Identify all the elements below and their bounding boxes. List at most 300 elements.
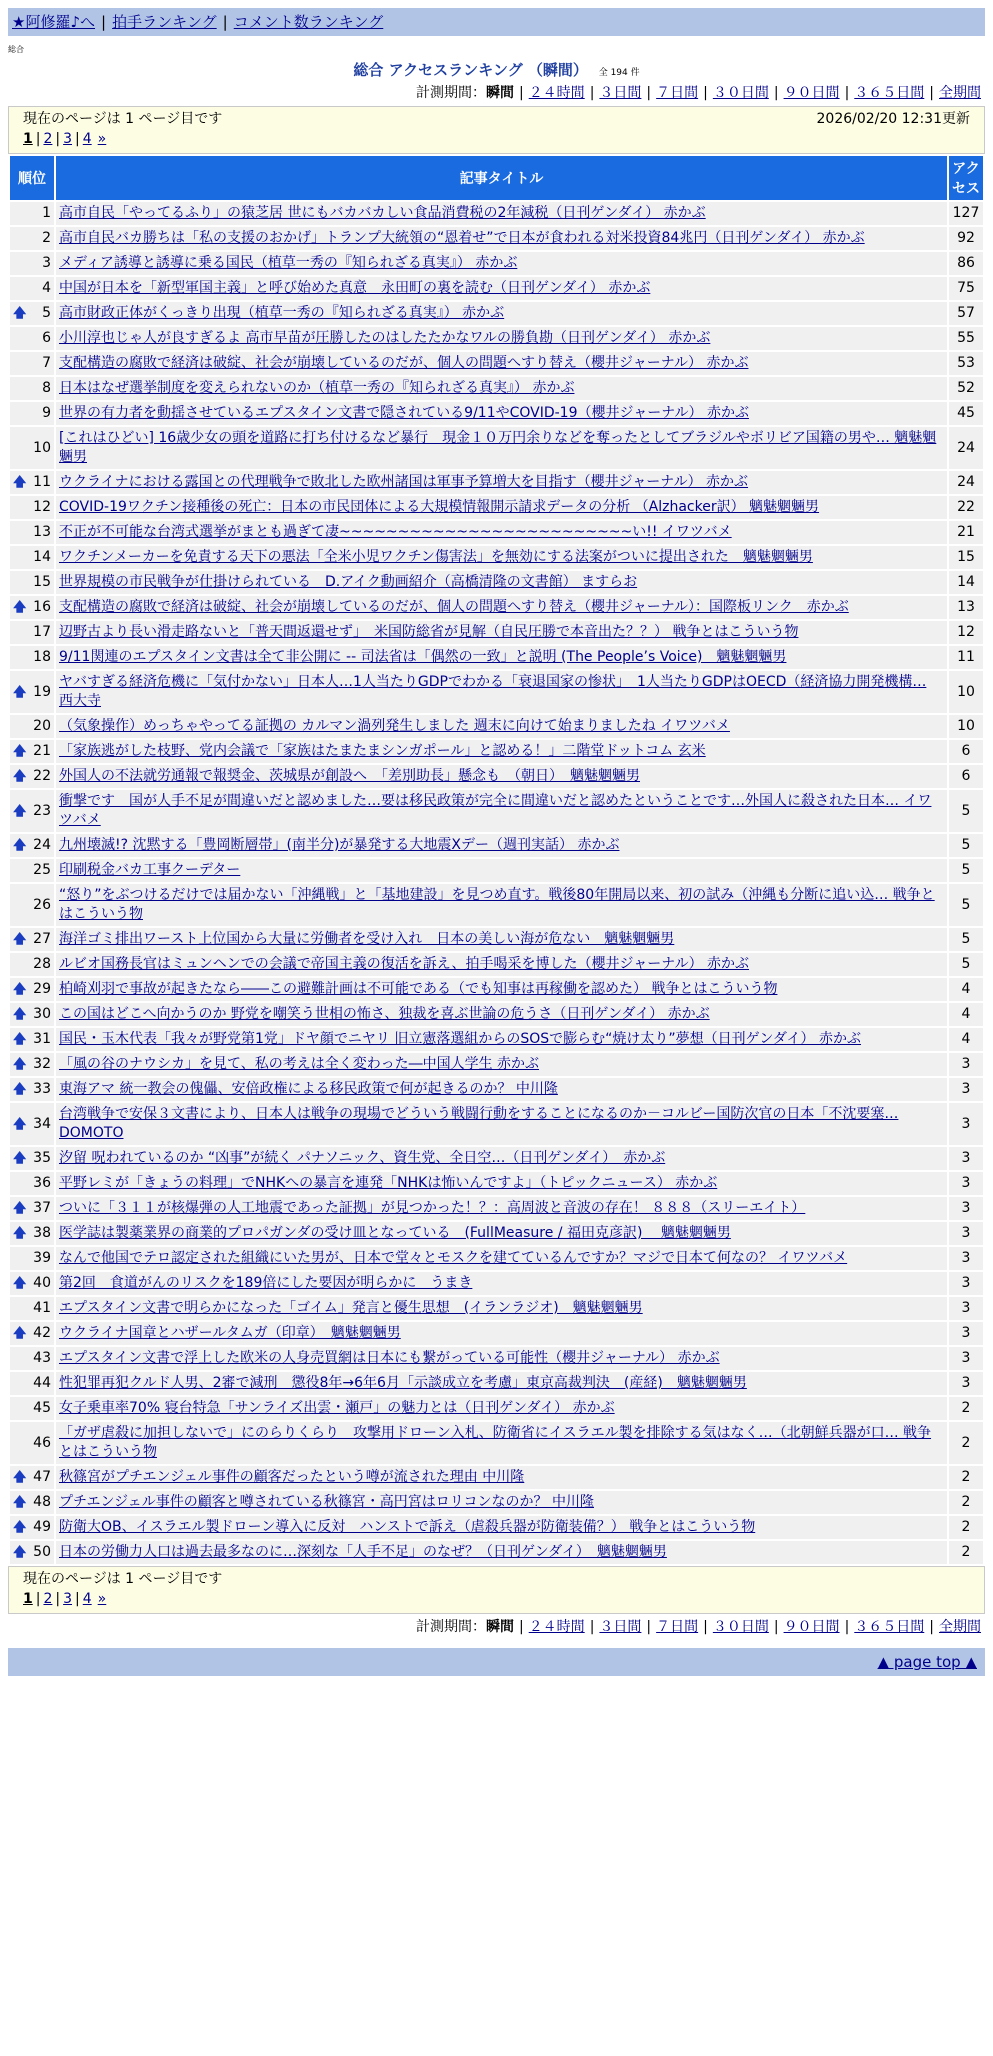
rank-cell xyxy=(10,1172,54,1195)
title-cell xyxy=(56,1003,947,1026)
article-link[interactable]: （気象操作）めっちゃやってる証拠の カルマン渦列発生しました 週末に向けて始まりましたね イワツバメ xyxy=(59,718,730,734)
up-arrow-icon: 🡅 xyxy=(13,684,27,700)
rank-cell xyxy=(10,352,54,375)
rank-number: 30 xyxy=(33,1006,51,1022)
rank-number: 19 xyxy=(33,683,51,700)
article-link[interactable]: 柏崎刈羽で事故が起きたなら――この避難計画は不可能である（でも知事は再稼働を認めた） 戦争とはこういう物 xyxy=(59,981,778,997)
table-row xyxy=(10,715,983,738)
period-separator: | xyxy=(703,85,708,101)
up-arrow-icon: 🡅 xyxy=(13,744,27,759)
period-link[interactable]: ７日間 xyxy=(656,85,699,101)
title-cell xyxy=(56,834,947,857)
title-cell xyxy=(56,546,947,569)
period-current: 瞬間 xyxy=(485,85,514,101)
title-cell xyxy=(56,1028,947,1051)
period-link[interactable]: 全期間 xyxy=(939,1619,981,1635)
rank-cell xyxy=(10,1197,54,1220)
access-count: 10 xyxy=(949,671,983,713)
title-cell xyxy=(56,1322,947,1345)
title-cell xyxy=(56,1272,947,1295)
rank-number: 17 xyxy=(33,624,51,640)
table-row xyxy=(10,252,983,275)
title-cell xyxy=(56,327,947,350)
article-link[interactable]: 高市財政正体がくっきり出現（植草一秀の『知られざる真実』） 赤かぶ xyxy=(59,305,505,321)
nav-separator: | xyxy=(222,13,228,31)
up-arrow-icon: 🡅 xyxy=(13,1495,27,1510)
up-arrow-icon: 🡅 xyxy=(13,982,27,997)
page-link[interactable]: 3 xyxy=(63,131,73,147)
period-link[interactable]: ９０日間 xyxy=(783,85,840,101)
up-arrow-icon: 🡅 xyxy=(13,600,27,615)
article-link[interactable]: ついに「３１１が核爆弾の人工地震であった証拠」が見つかった！？：高周波と音波の存在！ ８８８（スリーエイト） xyxy=(59,1200,806,1216)
table-row xyxy=(10,377,983,400)
total-count: 全 194 件 xyxy=(598,68,640,78)
access-count: 5 xyxy=(949,884,983,926)
period-separator: | xyxy=(518,85,524,101)
next-page-link[interactable]: » xyxy=(97,1591,107,1607)
up-arrow-icon: 🡅 xyxy=(13,1226,27,1241)
title-cell xyxy=(56,1053,947,1076)
up-arrow-icon: 🡅 xyxy=(13,1082,27,1097)
table-row xyxy=(10,1247,983,1270)
rank-cell xyxy=(10,327,54,350)
period-link[interactable]: ３日間 xyxy=(599,1619,642,1635)
rank-number: 33 xyxy=(33,1081,51,1097)
rank-number: 37 xyxy=(33,1200,51,1216)
access-count: 13 xyxy=(949,596,983,619)
access-count: 55 xyxy=(949,327,983,350)
rank-number: 40 xyxy=(33,1275,51,1291)
page-separator: | xyxy=(55,1591,61,1607)
table-row xyxy=(10,1372,983,1395)
page-title-row xyxy=(8,59,985,80)
pager-bottom xyxy=(8,1566,985,1614)
page-link[interactable]: 3 xyxy=(63,1591,73,1607)
title-cell xyxy=(56,427,947,469)
page-separator: | xyxy=(35,1591,41,1607)
rank-cell xyxy=(10,859,54,882)
table-row xyxy=(10,928,983,951)
table-row xyxy=(10,327,983,350)
rank-cell xyxy=(10,1541,54,1564)
title-cell xyxy=(56,471,947,494)
page-title: 総合 アクセスランキング （瞬間） xyxy=(353,61,588,79)
rank-number: 34 xyxy=(33,1115,51,1132)
article-link[interactable]: 支配構造の腐敗で経済は破綻、社会が崩壊しているのだが、個人の問題へすり替え（櫻井ジャーナル） 赤かぶ xyxy=(59,355,749,371)
article-link[interactable]: [これはひどい] 16歳少女の頭を道路に打ち付けるなど暴行 現金１０万円余りなどを奪ったとしてブラジルやボリビア国籍の男や… 魑魅魍魎男 xyxy=(59,430,937,465)
title-cell xyxy=(56,1103,947,1145)
period-nav-bottom xyxy=(8,1618,985,1636)
period-separator: | xyxy=(589,85,595,101)
rank-number: 36 xyxy=(33,1175,51,1191)
table-row xyxy=(10,1322,983,1345)
access-count: 3 xyxy=(949,1372,983,1395)
table-row xyxy=(10,546,983,569)
up-arrow-icon: 🡅 xyxy=(13,1520,27,1535)
rank-cell xyxy=(10,928,54,951)
section-label: 総合 xyxy=(8,45,24,54)
article-link[interactable]: 「風の谷のナウシカ」を見て、私の考えは全く変わった―中国人学生 赤かぶ xyxy=(59,1056,540,1072)
rank-cell xyxy=(10,790,54,832)
article-link[interactable]: 台湾戦争で安保３文書により、日本人は戦争の現場でどういう戦闘行動をすることになるのか－コルビー国防次官の日本「不沈要塞… DOMOTO xyxy=(59,1106,899,1141)
access-count: 45 xyxy=(949,402,983,425)
rank-number: 10 xyxy=(33,439,51,456)
table-row xyxy=(10,1541,983,1564)
table-row xyxy=(10,1422,983,1464)
up-arrow-icon: 🡅 xyxy=(13,1007,27,1022)
period-label: 計測期間： xyxy=(415,85,486,101)
up-arrow-icon: 🡅 xyxy=(13,1276,27,1291)
rank-number: 16 xyxy=(33,599,51,615)
article-link[interactable]: 九州壊滅!? 沈黙する「豊岡断層帯」(南半分)が暴発する大地震Xデー（週刊実話） 赤かぶ xyxy=(59,837,620,853)
access-count: 5 xyxy=(949,953,983,976)
article-link[interactable]: 衝撃です 国が人手不足が間違いだと認めました…要は移民政策が完全に間違いだと認めたということです…外国人に殺された日本… イワツバメ xyxy=(59,793,932,828)
page-link[interactable]: 2 xyxy=(43,131,53,147)
table-row xyxy=(10,1491,983,1514)
title-cell xyxy=(56,671,947,713)
article-link[interactable]: COVID-19ワクチン接種後の死亡：日本の市民団体による大規模情報開示請求データの分析 （Alzhacker訳） 魑魅魍魎男 xyxy=(59,499,820,515)
table-row xyxy=(10,227,983,250)
page-separator: | xyxy=(75,1591,80,1607)
article-link[interactable]: 「ガザ虐殺に加担しないで」にのらりくらり 攻撃用ドローン入札、防衛省にイスラエル製を排除する気はなく…（北朝鮮兵器が口… 戦争とはこういう物 xyxy=(59,1425,932,1460)
rank-number: 9 xyxy=(42,405,51,421)
article-link[interactable]: 秋篠宮がプチエンジェル事件の顧客だったという噂が流された理由 中川隆 xyxy=(59,1469,525,1485)
article-link[interactable]: 防衛大OB、イスラエル製ドローン導入に反対 ハンストで訴え（虐殺兵器が防衛装備？） 戦争とはこういう物 xyxy=(59,1519,756,1535)
table-row xyxy=(10,1078,983,1101)
period-separator: | xyxy=(773,85,779,101)
title-cell xyxy=(56,496,947,519)
title-cell xyxy=(56,202,947,225)
article-link[interactable]: 印刷税金バカ工事クーデター xyxy=(59,862,241,878)
access-count: 24 xyxy=(949,471,983,494)
comment-ranking-link[interactable]: コメント数ランキング xyxy=(233,13,384,31)
table-row xyxy=(10,277,983,300)
period-link[interactable]: ７日間 xyxy=(656,1619,699,1635)
title-cell xyxy=(56,1247,947,1270)
article-link[interactable]: 性犯罪再犯クルド人男、2審で減刑 懲役8年→6年6月「示談成立を考慮」東京高裁判決 (産経) 魑魅魍魎男 xyxy=(59,1375,747,1391)
period-link[interactable]: 全期間 xyxy=(939,85,981,101)
up-arrow-icon: 🡅 xyxy=(13,838,27,853)
rank-cell xyxy=(10,252,54,275)
article-link[interactable]: 日本はなぜ選挙制度を変えられないのか（植草一秀の『知られざる真実』） 赤かぶ xyxy=(59,380,575,396)
period-separator: | xyxy=(844,1619,850,1635)
ranking-table-body xyxy=(10,202,983,1564)
article-link[interactable]: 汐留 呪われているのか “凶事”が続く パナソニック、資生党、全日空…（日刊ゲンダイ） 赤かぶ xyxy=(59,1150,666,1166)
table-row xyxy=(10,1147,983,1170)
article-link[interactable]: 日本の労働力人口は過去最多なのに…深刻な「人手不足」のなぜ？（日刊ゲンダイ） 魑魅魍魎男 xyxy=(59,1544,667,1560)
access-count: 2 xyxy=(949,1541,983,1564)
table-row xyxy=(10,1222,983,1245)
rank-cell xyxy=(10,202,54,225)
table-row xyxy=(10,571,983,594)
period-link[interactable]: ３６５日間 xyxy=(854,1619,925,1635)
rank-cell xyxy=(10,471,54,494)
up-arrow-icon: 🡅 xyxy=(13,1116,27,1132)
article-link[interactable]: メディア誘導と誘導に乗る国民（植草一秀の『知られざる真実』） 赤かぶ xyxy=(59,255,518,271)
title-cell xyxy=(56,1078,947,1101)
period-link[interactable]: ３日間 xyxy=(599,85,642,101)
table-row xyxy=(10,859,983,882)
rank-number: 35 xyxy=(33,1150,51,1166)
title-cell xyxy=(56,1466,947,1489)
up-arrow-icon: 🡅 xyxy=(13,769,27,784)
title-cell xyxy=(56,1491,947,1514)
period-link[interactable]: ９０日間 xyxy=(783,1619,840,1635)
next-page-link[interactable]: » xyxy=(97,131,107,147)
period-separator: | xyxy=(646,85,652,101)
article-link[interactable]: “怒り”をぶつけるだけでは届かない「沖縄戦」と「基地建設」を見つめ直す。戦後80年開局以来、初の試み（沖縄も分断に追い込… 戦争とはこういう物 xyxy=(59,887,935,922)
access-count: 3 xyxy=(949,1103,983,1145)
article-link[interactable]: ワクチンメーカーを免責する天下の悪法「全米小児ワクチン傷害法」を無効にする法案がついに提出された 魑魅魍魎男 xyxy=(59,549,813,565)
rank-number: 1 xyxy=(42,205,51,221)
access-count: 6 xyxy=(949,740,983,763)
table-row xyxy=(10,471,983,494)
period-nav-top xyxy=(8,84,985,102)
article-link[interactable]: 医学誌は製薬業界の商業的プロパガンダの受け皿となっている (FullMeasure / 福田克彦訳) 魑魅魍魎男 xyxy=(59,1225,731,1241)
rank-number: 22 xyxy=(33,768,51,784)
access-count: 3 xyxy=(949,1247,983,1270)
rank-number: 13 xyxy=(33,524,51,540)
table-row xyxy=(10,1028,983,1051)
access-count: 75 xyxy=(949,277,983,300)
access-count: 5 xyxy=(949,834,983,857)
rank-cell xyxy=(10,546,54,569)
page-link[interactable]: 4 xyxy=(82,131,92,147)
rank-number: 31 xyxy=(33,1031,51,1047)
table-row xyxy=(10,671,983,713)
access-count: 3 xyxy=(949,1197,983,1220)
access-count: 3 xyxy=(949,1172,983,1195)
table-row xyxy=(10,765,983,788)
period-separator: | xyxy=(929,1619,934,1635)
period-link[interactable]: ３０日間 xyxy=(712,85,769,101)
access-count: 15 xyxy=(949,546,983,569)
rank-cell xyxy=(10,1247,54,1270)
rank-cell xyxy=(10,621,54,644)
table-row xyxy=(10,427,983,469)
period-link[interactable]: ２４時間 xyxy=(528,85,585,101)
article-link[interactable]: なんで他国でテロ認定された組織にいた男が、日本で堂々とモスクを建てているんですか？マジで日本て何なの？ イワツバメ xyxy=(59,1250,848,1266)
page-link[interactable]: 2 xyxy=(43,1591,53,1607)
rank-number: 25 xyxy=(33,862,51,878)
table-row xyxy=(10,834,983,857)
title-cell xyxy=(56,1222,947,1245)
article-link[interactable]: 小川淳也じゃ人が良すぎるよ 高市早苗が圧勝したのはしたたかなワルの勝負勘（日刊ゲンダイ） 赤かぶ xyxy=(59,330,711,346)
article-link[interactable]: 世界の有力者を動揺させているエプスタイン文書で隠されている9/11やCOVID-19（櫻井ジャーナル） 赤かぶ xyxy=(59,405,749,421)
footer-bar xyxy=(8,1648,985,1676)
table-row xyxy=(10,1347,983,1370)
period-link[interactable]: ３６５日間 xyxy=(854,85,925,101)
table-row xyxy=(10,1172,983,1195)
title-cell xyxy=(56,227,947,250)
rank-cell xyxy=(10,1516,54,1539)
rank-number: 23 xyxy=(33,802,51,819)
table-row xyxy=(10,352,983,375)
rank-number: 47 xyxy=(33,1469,51,1485)
title-cell xyxy=(56,571,947,594)
table-row xyxy=(10,1397,983,1420)
access-count: 2 xyxy=(949,1466,983,1489)
rank-cell xyxy=(10,953,54,976)
rank-cell xyxy=(10,571,54,594)
rank-number: 11 xyxy=(33,474,51,490)
rank-cell xyxy=(10,1053,54,1076)
article-link[interactable]: 辺野古より長い滑走路ないと「普天間返還せず」 米国防総省が見解（自民圧勝で本音出た？？） 戦争とはこういう物 xyxy=(59,624,799,640)
article-link[interactable]: 高市自民バカ勝ちは「私の支援のおかげ」トランプ大統領の“恩着せ”で日本が食われる対米投資84兆円（日刊ゲンダイ） 赤かぶ xyxy=(59,230,865,246)
period-link[interactable]: ２４時間 xyxy=(528,1619,585,1635)
article-link[interactable]: 第2回 食道がんのリスクを189倍にした要因が明らかに うまき xyxy=(59,1275,473,1291)
access-count: 22 xyxy=(949,496,983,519)
access-count: 3 xyxy=(949,1222,983,1245)
article-link[interactable]: 海洋ゴミ排出ワースト上位国から大量に労働者を受け入れ 日本の美しい海が危ない 魑魅魍魎男 xyxy=(59,931,675,947)
table-header-row xyxy=(10,156,983,200)
rank-number: 44 xyxy=(33,1375,51,1391)
up-arrow-icon: 🡅 xyxy=(13,1201,27,1216)
article-link[interactable]: 女子乗車率70% 寝台特急「サンライズ出雲・瀬戸」の魅力とは（日刊ゲンダイ） 赤かぶ xyxy=(59,1400,615,1416)
access-count: 57 xyxy=(949,302,983,325)
table-row xyxy=(10,302,983,325)
table-row xyxy=(10,521,983,544)
title-cell xyxy=(56,1147,947,1170)
article-link[interactable]: 9/11関連のエプスタイン文書は全て非公開に -- 司法省は「偶然の一致」と説明 (The People’s Voice) 魑魅魍魎男 xyxy=(59,649,787,665)
article-link[interactable]: ウクライナにおける露国との代理戦争で敗北した欧州諸国は軍事予算増大を目指す（櫻井ジャーナル） 赤かぶ xyxy=(59,474,749,490)
table-row xyxy=(10,596,983,619)
article-link[interactable]: ルビオ国務長官はミュンヘンでの会議で帝国主義の復活を訴え、拍手喝采を博した（櫻井ジャーナル） 赤かぶ xyxy=(59,956,750,972)
ranking-table xyxy=(8,154,985,1566)
article-link[interactable]: エプスタイン文書で明らかになった「ゴイム」発言と優生思想 (イランラジオ) 魑魅魍魎男 xyxy=(59,1300,643,1316)
table-row xyxy=(10,740,983,763)
rank-number: 38 xyxy=(33,1225,51,1241)
access-count: 11 xyxy=(949,646,983,669)
access-count: 53 xyxy=(949,352,983,375)
table-row xyxy=(10,1272,983,1295)
table-row xyxy=(10,1297,983,1320)
access-count: 2 xyxy=(949,1397,983,1420)
up-arrow-icon: 🡅 xyxy=(13,306,27,321)
current-page-number: 1 xyxy=(23,131,33,147)
rank-number: 20 xyxy=(33,718,51,734)
rank-cell xyxy=(10,302,54,325)
article-link[interactable]: ウクライナ国章とハザールタムガ（印章） 魑魅魍魎男 xyxy=(59,1325,401,1341)
table-row xyxy=(10,402,983,425)
article-link[interactable]: エプスタイン文書で浮上した欧米の人身売買網は日本にも繋がっている可能性（櫻井ジャーナル） 赤かぶ xyxy=(59,1350,720,1366)
rank-cell xyxy=(10,1147,54,1170)
rank-number: 21 xyxy=(33,743,51,759)
access-count: 3 xyxy=(949,1272,983,1295)
rank-cell xyxy=(10,834,54,857)
current-page-number: 1 xyxy=(23,1591,33,1607)
period-link[interactable]: ３０日間 xyxy=(712,1619,769,1635)
article-link[interactable]: 不正が不可能な台湾式選挙がまとも過ぎて凄~~~~~~~~~~~~~~~~~~~~~~~~~い!! イワツバメ xyxy=(59,524,732,540)
article-link[interactable]: 「家族逃がした枝野、党内会議で「家族はたまたまシンガポール」と認める！」二階堂ドットコム 玄米 xyxy=(59,743,706,759)
home-link[interactable]: ★阿修羅♪へ xyxy=(12,13,96,31)
access-count: 4 xyxy=(949,1003,983,1026)
rank-cell xyxy=(10,1347,54,1370)
rank-number: 7 xyxy=(42,355,51,371)
rank-cell xyxy=(10,1222,54,1245)
title-cell xyxy=(56,884,947,926)
article-link[interactable]: この国はどこへ向かうのか 野党を嘲笑う世相の怖さ、独裁を喜ぶ世論の危うさ（日刊ゲンダイ） 赤かぶ xyxy=(59,1006,710,1022)
table-row xyxy=(10,1197,983,1220)
table-row xyxy=(10,621,983,644)
article-link[interactable]: 支配構造の腐敗で経済は破綻、社会が崩壊しているのだが、個人の問題へすり替え（櫻井ジャーナル）：国際板リンク 赤かぶ xyxy=(59,599,849,615)
article-link[interactable]: 外国人の不法就労通報で報奨金、茨城県が創設へ 「差別助長」懸念も （朝日） 魑魅魍魎男 xyxy=(59,768,640,784)
title-cell xyxy=(56,1372,947,1395)
up-arrow-icon: 🡅 xyxy=(13,1032,27,1047)
table-row xyxy=(10,978,983,1001)
article-link[interactable]: ヤバすぎる経済危機に「気付かない」日本人…1人当たりGDPでわかる「衰退国家の惨状」 1人当たりGDPはOECD（経済協力開発機構… 西大寺 xyxy=(59,674,927,709)
article-link[interactable]: 東海アマ 統一教会の傀儡、安倍政権による移民政策で何が起きるのか？ 中川隆 xyxy=(59,1081,558,1097)
title-cell xyxy=(56,1541,947,1564)
table-row xyxy=(10,202,983,225)
up-arrow-icon: 🡅 xyxy=(13,1151,27,1166)
article-link[interactable]: 平野レミが「きょうの料理」でNHKへの暴言を連発「NHKは怖いんですよ」（トピックニュース） 赤かぶ xyxy=(59,1175,718,1191)
period-separator: | xyxy=(646,1619,652,1635)
table-row xyxy=(10,953,983,976)
rank-number: 24 xyxy=(33,837,51,853)
access-count: 12 xyxy=(949,621,983,644)
rank-number: 42 xyxy=(33,1325,51,1341)
title-cell xyxy=(56,302,947,325)
rank-number: 12 xyxy=(33,499,51,515)
applause-ranking-link[interactable]: 拍手ランキング xyxy=(112,13,217,31)
title-cell xyxy=(56,1397,947,1420)
access-count: 5 xyxy=(949,790,983,832)
access-count: 86 xyxy=(949,252,983,275)
page-links xyxy=(23,129,970,149)
rank-cell xyxy=(10,1028,54,1051)
article-link[interactable]: 高市自民「やってるふり」の猿芝居 世にもバカバカしい食品消費税の2年減税（日刊ゲンダイ） 赤かぶ xyxy=(59,205,706,221)
table-row xyxy=(10,1053,983,1076)
period-separator: | xyxy=(773,1619,779,1635)
nav-separator: | xyxy=(101,13,107,31)
access-count: 2 xyxy=(949,1491,983,1514)
rank-number: 28 xyxy=(33,956,51,972)
rank-cell xyxy=(10,884,54,926)
article-link[interactable]: プチエンジェル事件の顧客と噂されている秋篠宮・高円宮はロリコンなのか？ 中川隆 xyxy=(59,1494,594,1510)
rank-cell xyxy=(10,1491,54,1514)
rank-cell xyxy=(10,596,54,619)
table-row xyxy=(10,496,983,519)
access-count: 3 xyxy=(949,1322,983,1345)
table-row xyxy=(10,884,983,926)
period-separator: | xyxy=(518,1619,524,1635)
article-link[interactable]: 国民・玉木代表「我々が野党第1党」ドヤ顔でニヤリ 旧立憲落選組からのSOSで膨らむ“焼け太り”夢想（日刊ゲンダイ） 赤かぶ xyxy=(59,1031,861,1047)
access-count: 2 xyxy=(949,1422,983,1464)
rank-cell xyxy=(10,671,54,713)
article-link[interactable]: 世界規模の市民戦争が仕掛けられている D.アイク動画紹介（高橋清隆の文書館） ますらお xyxy=(59,574,638,590)
page-separator: | xyxy=(35,131,41,147)
access-count: 3 xyxy=(949,1297,983,1320)
rank-number: 8 xyxy=(42,380,51,396)
title-cell xyxy=(56,646,947,669)
article-link[interactable]: 中国が日本を「新型軍国主義」と呼び始めた真意 永田町の裏を読む（日刊ゲンダイ） 赤かぶ xyxy=(59,280,651,296)
rank-number: 39 xyxy=(33,1250,51,1266)
title-cell xyxy=(56,1516,947,1539)
table-row xyxy=(10,1003,983,1026)
title-cell xyxy=(56,596,947,619)
access-count: 4 xyxy=(949,978,983,1001)
page-link[interactable]: 4 xyxy=(82,1591,92,1607)
page-top-link[interactable]: ▲ page top ▲ xyxy=(877,1653,977,1671)
rank-cell xyxy=(10,1003,54,1026)
title-cell xyxy=(56,252,947,275)
current-page-text: 現在のページは 1 ページ目です xyxy=(23,111,223,127)
rank-number: 26 xyxy=(33,896,51,913)
table-row xyxy=(10,1466,983,1489)
up-arrow-icon: 🡅 xyxy=(13,1545,27,1560)
rank-number: 32 xyxy=(33,1056,51,1072)
